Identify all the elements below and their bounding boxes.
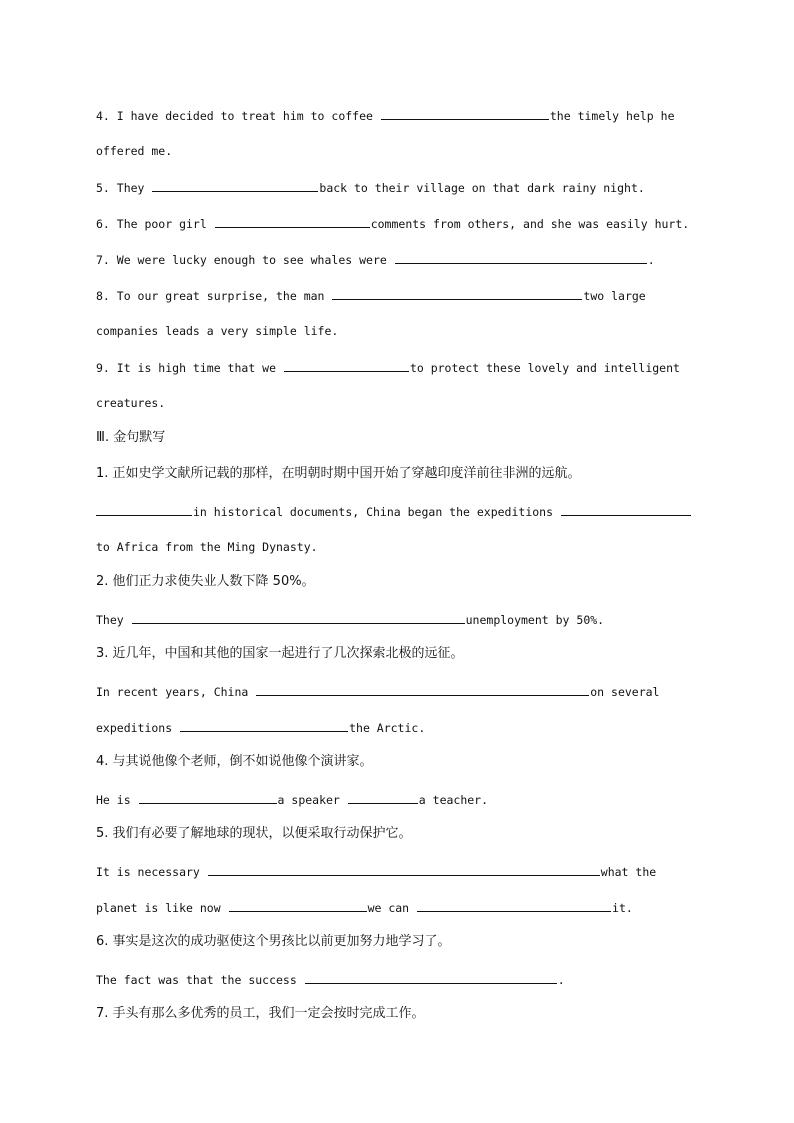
sentence-2 (96, 611, 604, 627)
question-7-text-after: . (647, 253, 655, 267)
sentence-5-cont-before: planet is like now (96, 901, 228, 915)
question-4-blank[interactable] (381, 107, 549, 120)
sentence-1 (96, 503, 692, 519)
question-5-blank[interactable] (152, 179, 318, 192)
question-9-text-before: 9. It is high time that we (96, 361, 283, 375)
sentence-6-chinese: 6. 事实是这次的成功驱使这个男孩比以前更加努力地学习了。 (96, 934, 451, 949)
sentence-2-blank[interactable] (132, 611, 465, 624)
sentence-5-blank-1[interactable] (208, 863, 600, 876)
question-4 (96, 107, 675, 123)
sentence-4-chinese: 4. 与其说他像个老师，倒不如说他像个演讲家。 (96, 754, 373, 769)
question-6-text-after: comments from others, and she was easily hurt. (370, 217, 690, 231)
sentence-4-text-middle: a speaker (277, 793, 347, 807)
question-7 (96, 251, 655, 267)
question-9 (96, 359, 680, 375)
sentence-6-text-after: . (557, 973, 565, 987)
sentence-6-text-before: The fact was that the success (96, 973, 304, 987)
sentence-1-chinese: 1. 正如史学文献所记载的那样，在明朝时期中国开始了穿越印度洋前往非洲的远航。 (96, 466, 581, 481)
sentence-5-cont-middle: we can (367, 901, 417, 915)
sentence-7-chinese: 7. 手头有那么多优秀的员工，我们一定会按时完成工作。 (96, 1006, 425, 1021)
sentence-5-chinese: 5. 我们有必要了解地球的现状，以便采取行动保护它。 (96, 826, 412, 841)
sentence-3-chinese: 3. 近几年，中国和其他的国家一起进行了几次探索北极的远征。 (96, 646, 464, 661)
sentence-6 (96, 971, 565, 987)
sentence-5-continuation (96, 899, 633, 915)
sentence-3-text-before: In recent years, China (96, 685, 256, 699)
sentence-3-continuation (96, 719, 425, 735)
sentence-3 (96, 683, 660, 699)
question-6-text-before: 6. The poor girl (96, 217, 214, 231)
sentence-4 (96, 791, 488, 807)
question-6-blank[interactable] (215, 215, 370, 228)
question-8-blank[interactable] (332, 287, 582, 300)
question-4-text-before: 4. I have decided to treat him to coffee (96, 109, 380, 123)
sentence-4-text-before: He is (96, 793, 138, 807)
sentence-1-blank-2[interactable] (561, 503, 691, 516)
sentence-6-blank[interactable] (305, 971, 557, 984)
question-7-text-before: 7. We were lucky enough to see whales were (96, 253, 394, 267)
sentence-4-text-after: a teacher. (418, 793, 489, 807)
sentence-4-blank-2[interactable] (348, 791, 418, 804)
sentence-2-text-after: unemployment by 50%. (465, 613, 605, 627)
question-9-text-after: to protect these lovely and intelligent (409, 361, 680, 375)
question-5-text-before: 5. They (96, 181, 152, 195)
question-8-text-before: 8. To our great surprise, the man (96, 289, 332, 303)
question-6 (96, 215, 689, 231)
sentence-3-cont-before: expeditions (96, 721, 180, 735)
sentence-5-blank-2[interactable] (229, 899, 367, 912)
question-5 (96, 179, 645, 195)
section-heading: Ⅲ. 金句默写 (96, 430, 166, 445)
question-7-blank[interactable] (395, 251, 647, 264)
sentence-3-blank-2[interactable] (180, 719, 348, 732)
sentence-1-text-middle: in historical documents, China began the expeditions (193, 505, 560, 519)
sentence-5-cont-after: it. (612, 901, 633, 915)
sentence-1-continuation: to Africa from the Ming Dynasty. (96, 540, 318, 554)
sentence-5-text-after: what the (600, 865, 657, 879)
sentence-1-blank-1[interactable] (96, 503, 192, 516)
question-8-continuation: companies leads a very simple life. (96, 324, 339, 338)
sentence-2-chinese: 2. 他们正力求使失业人数下降 50%。 (96, 574, 315, 589)
sentence-2-text-before: They (96, 613, 131, 627)
question-8-text-after: two large (583, 289, 646, 303)
sentence-5-blank-3[interactable] (417, 899, 611, 912)
sentence-5 (96, 863, 656, 879)
question-4-text-after: the timely help he (549, 109, 675, 123)
sentence-3-cont-after: the Arctic. (349, 721, 426, 735)
question-9-blank[interactable] (284, 359, 409, 372)
question-9-continuation: creatures. (96, 396, 166, 410)
sentence-3-text-after: on several (590, 685, 660, 699)
sentence-3-blank-1[interactable] (256, 683, 589, 696)
sentence-4-blank-1[interactable] (139, 791, 277, 804)
question-8 (96, 287, 646, 303)
question-5-text-after: back to their village on that dark rainy night. (319, 181, 645, 195)
sentence-5-text-before: It is necessary (96, 865, 207, 879)
question-4-continuation: offered me. (96, 144, 173, 158)
